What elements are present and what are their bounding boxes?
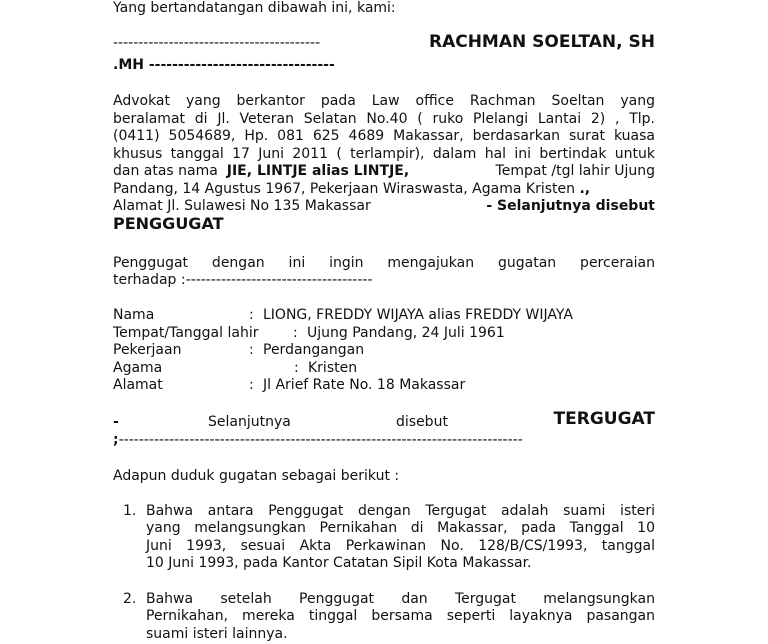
para1-line-1: Advokat yang berkantor pada Law office Rachman Soeltan yang [113, 93, 655, 109]
client-name: JIE, LINTJE alias LINTJE, [226, 163, 410, 179]
para1-line-5: dan atas nama JIE, LINTJE alias LINTJE, Tempat /tgl lahir Ujung [113, 163, 655, 179]
role-penggugat: PENGGUGAT [113, 214, 224, 233]
field-nama: Nama : LIONG, FREDDY WIJAYA alias FREDDY WIJAYA [113, 307, 573, 323]
tergugat-line-2: ;-------------------------------------------------------------------------------- [113, 432, 523, 448]
field-pekerjaan: Pekerjaan : Perdangangan [113, 342, 365, 358]
role-tergugat: TERGUGAT [553, 409, 655, 429]
attorney-dash-left: ----------------------------------------- [113, 35, 321, 51]
para1-line-2: beralamat di Jl. Veteran Selatan No.40 ( ruko Plelangi Lantai 2) , Tlp. [113, 111, 655, 127]
attorney-name: RACHMAN SOELTAN, SH [428, 32, 655, 52]
para1-line-7: Alamat Jl. Sulawesi No 135 Makassar - Selanjutnya disebut [113, 198, 655, 214]
attorney-name-end: .MH -------------------------------- [113, 57, 335, 73]
field-agama: Agama : Kristen [113, 360, 358, 376]
para1-line-4: khusus tanggal 17 Juni 2011 ( terlampir), dalam hal ini bertindak untuk [113, 146, 655, 162]
para1-line-6: Pandang, 14 Agustus 1967, Pekerjaan Wiraswasta, Agama Kristen ., [113, 181, 591, 197]
para2-line-1: Penggugat dengan ini ingin mengajukan gugatan perceraian [113, 255, 655, 271]
field-alamat: Alamat : Jl Arief Rate No. 18 Makassar [113, 377, 466, 393]
para1-line-3: (0411) 5054689, Hp. 081 625 4689 Makassar, berdasarkan surat kuasa [113, 128, 655, 144]
adapun-line: Adapun duduk gugatan sebagai berikut : [113, 468, 400, 484]
opening-line: Yang bertandatangan dibawah ini, kami: [113, 0, 396, 16]
para2-line-2: terhadap :------------------------------------- [113, 272, 373, 288]
field-tempat-tanggal-lahir: Tempat/Tanggal lahir : Ujung Pandang, 24 Juli 1961 [113, 325, 505, 341]
